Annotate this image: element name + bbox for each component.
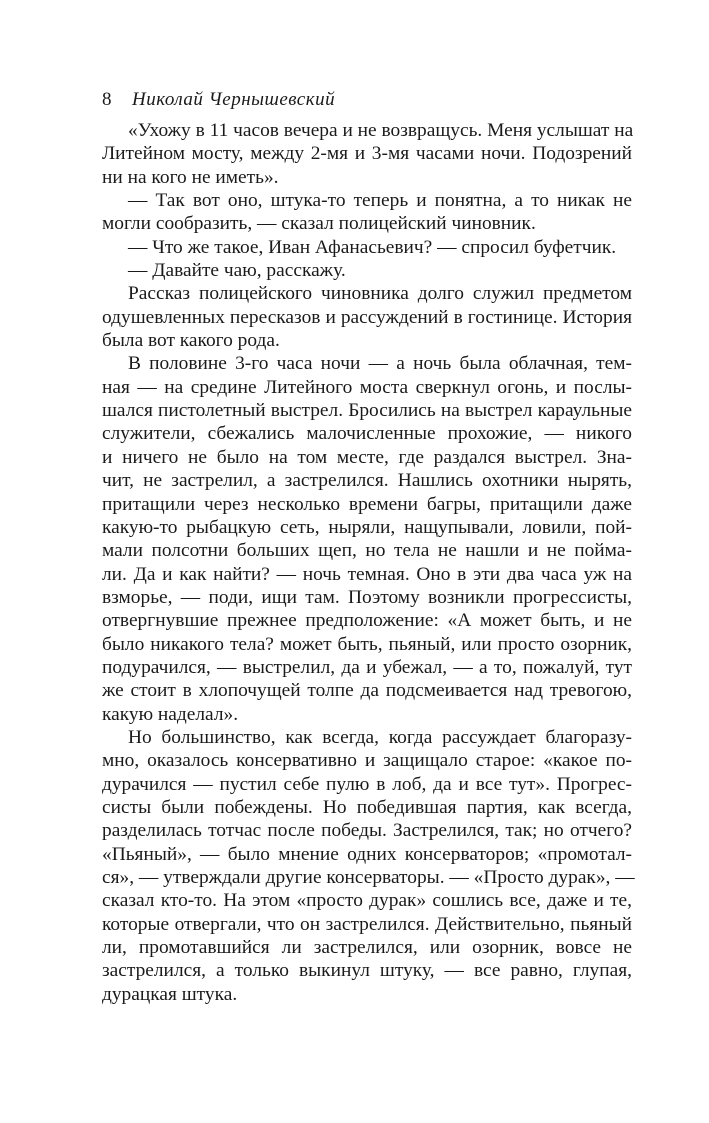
text-line: одушевленных пересказов и рассуждений в гостинице. История <box>102 306 632 328</box>
text-line: мали полсотни больших щеп, но тела не нашли и не поймa- <box>102 540 632 562</box>
text-line: сказал кто-то. На этом «просто дурак» сошлись все, даже и те, <box>102 890 632 912</box>
book-page <box>102 86 635 1006</box>
text-line: шался пистолетный выстрел. Бросились на выстрел караульные <box>102 400 632 422</box>
text-line: В половине 3-го часа ночи — а ночь была облачная, тем- <box>128 353 632 375</box>
text-line: ли, промотавшийся ли застрелился, или озорник, вовсе не <box>102 937 632 959</box>
page-number: 8 <box>102 89 112 110</box>
text-line: — Давайте чаю, расскажу. <box>128 260 346 282</box>
text-line: ся», — утверждали другие консерваторы. — «Просто дурак», — <box>102 867 635 888</box>
text-line: чит, не застрелил, а застрелился. Нашлись охотники нырять, <box>102 470 632 492</box>
text-line: же стоит в хлопочущей толпе да подсмеивается над тревогою, <box>102 680 632 702</box>
text-line: была вот какого рода. <box>102 330 280 352</box>
text-line: дурачился — пустил себе пулю в лоб, да и все тут». Прогрес- <box>102 773 632 795</box>
text-line: «Ухожу в 11 часов вечера и не возвращусь. Меня услышат на <box>128 120 634 141</box>
text-line: и ничего не было на том месте, где раздался выстрел. Зна- <box>102 446 632 468</box>
text-line: ная — на средине Литейного моста сверкнул огонь, и послы- <box>102 376 632 398</box>
text-line: которые отвергали, что он застрелился. Действительно, пьяный <box>102 913 632 935</box>
body-text <box>102 119 635 1006</box>
text-line: отвергнувшие прежнее предположение: «А может быть, и не <box>102 610 632 632</box>
text-line: Литейном мосту, между 2-мя и 3-мя часами ночи. Подозрений <box>102 143 632 165</box>
text-line: взморье, — поди, ищи там. Поэтому возникли прогрессисты, <box>102 586 632 608</box>
text-line: застрелился, а только выкинул штуку, — все равно, глупая, <box>102 960 632 982</box>
text-line: дурацкая штука. <box>102 983 238 1005</box>
text-line: было никакого тела? может быть, пьяный, или просто озорник, <box>102 633 632 655</box>
text-line: разделилась тотчас после победы. Застрелился, так; но отчего? <box>102 820 632 842</box>
text-line: — Так вот оно, штука-то теперь и понятна, а то никак не <box>128 190 632 212</box>
running-head <box>102 86 632 114</box>
text-line: Но большинство, как всегда, когда рассуждает благоразу- <box>128 726 632 748</box>
text-line: какую-то рыбацкую сеть, ныряли, нащупывали, ловили, пой- <box>102 516 632 538</box>
text-line: притащили через несколько времени багры, притащили даже <box>102 493 632 515</box>
text-line: могли сообразить, — сказал полицейский чиновник. <box>102 213 536 235</box>
text-line: ни на кого не иметь». <box>102 166 279 188</box>
text-line: «Пьяный», — было мнение одних консерваторов; «промотал- <box>102 843 632 865</box>
text-line: Рассказ полицейского чиновника долго служил предметом <box>128 283 632 305</box>
text-line: служители, сбежались малочисленные прохожие, — никого <box>102 423 632 445</box>
running-head-author: Николай Чернышевский <box>132 89 336 110</box>
text-line: ли. Да и как найти? — ночь темная. Оно в эти два часа уж на <box>102 563 632 585</box>
text-line: какую наделал». <box>102 703 239 725</box>
text-line: — Что же такое, Иван Афанасьевич? — спросил буфетчик. <box>128 236 617 258</box>
text-line: подурачился, — выстрелил, да и убежал, — а то, пожалуй, тут <box>102 656 632 678</box>
text-line: систы были побеждены. Но победившая партия, как всегда, <box>102 796 632 818</box>
text-line: мно, оказалось консервативно и защищало старое: «какое по- <box>102 750 632 772</box>
